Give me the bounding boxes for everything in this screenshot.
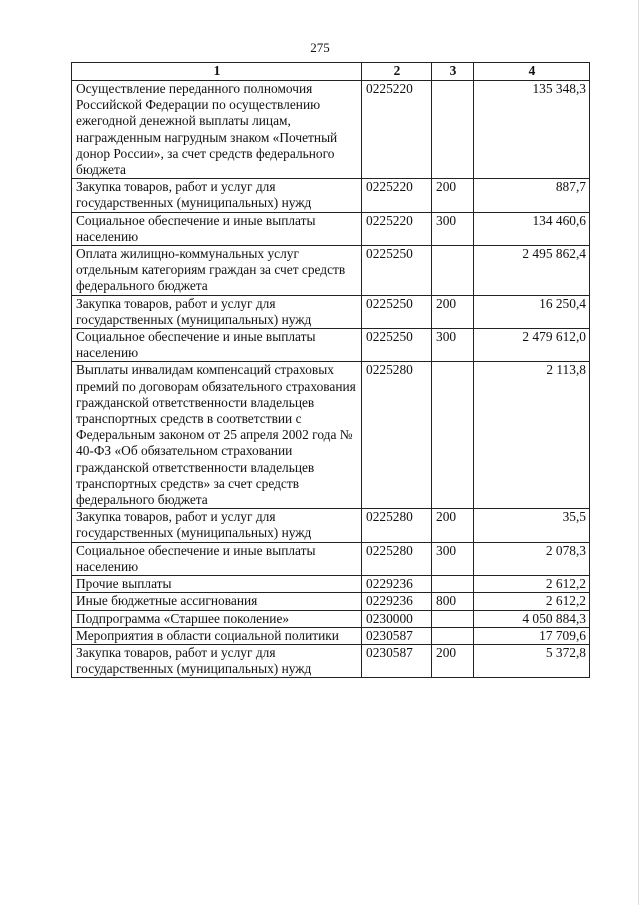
column-header-3: 3 xyxy=(432,63,474,81)
table-row xyxy=(72,610,590,627)
row-type: 200 xyxy=(432,644,474,677)
row-code: 0230587 xyxy=(362,627,432,644)
row-type: 300 xyxy=(432,212,474,245)
row-name: Оплата жилищно-коммунальных услуг отдельным категориям граждан за счет средств федерального бюджета xyxy=(72,246,362,296)
row-type xyxy=(432,576,474,593)
column-header-1: 1 xyxy=(72,63,362,81)
row-code: 0225220 xyxy=(362,212,432,245)
row-type xyxy=(432,81,474,179)
row-code: 0230587 xyxy=(362,644,432,677)
budget-table xyxy=(71,62,590,678)
row-amount: 2 612,2 xyxy=(474,593,590,610)
row-amount: 2 612,2 xyxy=(474,576,590,593)
row-code: 0225220 xyxy=(362,179,432,212)
row-type: 300 xyxy=(432,542,474,575)
table-row xyxy=(72,212,590,245)
table-row xyxy=(72,644,590,677)
row-name: Выплаты инвалидам компенсаций страховых премий по договорам обязательного страхования гражданской ответственности владельцев транспортных средств в соответствии с Федеральным законом от 25 апреля 2002 года № 40-ФЗ «Об обязательном страховании гражданской ответственности владельцев транспортных средств» за счет средств федерального бюджета xyxy=(72,362,362,509)
row-amount: 4 050 884,3 xyxy=(474,610,590,627)
row-name: Закупка товаров, работ и услуг для государственных (муниципальных) нужд xyxy=(72,295,362,328)
table-row xyxy=(72,576,590,593)
row-code: 0225250 xyxy=(362,246,432,296)
row-name: Социальное обеспечение и иные выплаты населению xyxy=(72,542,362,575)
row-amount: 2 479 612,0 xyxy=(474,329,590,362)
row-code: 0225280 xyxy=(362,542,432,575)
row-name: Закупка товаров, работ и услуг для государственных (муниципальных) нужд xyxy=(72,644,362,677)
row-type xyxy=(432,610,474,627)
row-code: 0230000 xyxy=(362,610,432,627)
row-name: Закупка товаров, работ и услуг для государственных (муниципальных) нужд xyxy=(72,509,362,542)
row-type: 200 xyxy=(432,179,474,212)
row-code: 0225220 xyxy=(362,81,432,179)
row-name: Закупка товаров, работ и услуг для государственных (муниципальных) нужд xyxy=(72,179,362,212)
row-name: Мероприятия в области социальной политики xyxy=(72,627,362,644)
row-code: 0229236 xyxy=(362,576,432,593)
row-type xyxy=(432,246,474,296)
table-row xyxy=(72,509,590,542)
row-amount: 16 250,4 xyxy=(474,295,590,328)
table-row xyxy=(72,81,590,179)
row-type: 200 xyxy=(432,295,474,328)
table-row xyxy=(72,362,590,509)
row-name: Прочие выплаты xyxy=(72,576,362,593)
column-header-2: 2 xyxy=(362,63,432,81)
row-type xyxy=(432,627,474,644)
row-amount: 2 495 862,4 xyxy=(474,246,590,296)
row-code: 0225250 xyxy=(362,329,432,362)
table-row xyxy=(72,627,590,644)
table-row xyxy=(72,179,590,212)
row-code: 0225250 xyxy=(362,295,432,328)
row-name: Осуществление переданного полномочия Российской Федерации по осуществлению ежегодной денежной выплаты лицам, награжденным нагрудным знаком «Почетный донор России», за счет средств федерального бюджета xyxy=(72,81,362,179)
row-amount: 17 709,6 xyxy=(474,627,590,644)
row-amount: 2 078,3 xyxy=(474,542,590,575)
row-code: 0229236 xyxy=(362,593,432,610)
row-type xyxy=(432,362,474,509)
row-type: 300 xyxy=(432,329,474,362)
table-row xyxy=(72,329,590,362)
row-amount: 2 113,8 xyxy=(474,362,590,509)
row-code: 0225280 xyxy=(362,509,432,542)
row-amount: 135 348,3 xyxy=(474,81,590,179)
table-row xyxy=(72,542,590,575)
table-row xyxy=(72,295,590,328)
row-type: 800 xyxy=(432,593,474,610)
row-amount: 134 460,6 xyxy=(474,212,590,245)
row-name: Иные бюджетные ассигнования xyxy=(72,593,362,610)
row-name: Социальное обеспечение и иные выплаты населению xyxy=(72,329,362,362)
table-row xyxy=(72,246,590,296)
column-header-4: 4 xyxy=(474,63,590,81)
row-name: Подпрограмма «Старшее поколение» xyxy=(72,610,362,627)
row-type: 200 xyxy=(432,509,474,542)
row-amount: 5 372,8 xyxy=(474,644,590,677)
row-amount: 35,5 xyxy=(474,509,590,542)
table-row xyxy=(72,593,590,610)
row-code: 0225280 xyxy=(362,362,432,509)
row-amount: 887,7 xyxy=(474,179,590,212)
page-number: 275 xyxy=(310,40,330,55)
row-name: Социальное обеспечение и иные выплаты населению xyxy=(72,212,362,245)
table-header-row xyxy=(72,63,590,81)
